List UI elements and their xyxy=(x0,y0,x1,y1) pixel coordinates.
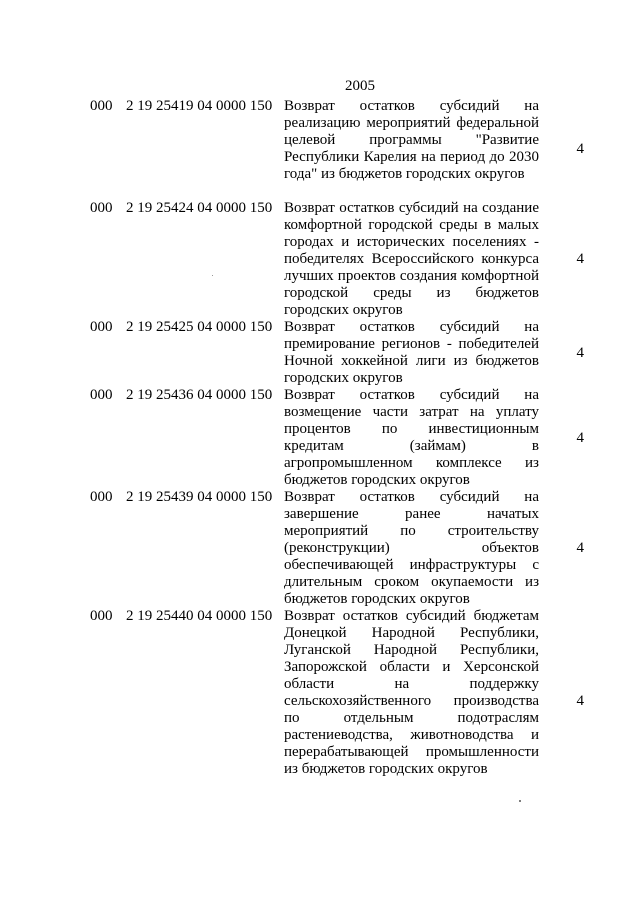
table-row xyxy=(90,489,590,608)
scan-dot xyxy=(519,800,521,802)
admin-code: 000 xyxy=(90,387,113,403)
scan-speck xyxy=(212,275,213,276)
table-row xyxy=(90,98,590,200)
budget-classification-code: 2 19 25436 04 0000 150 xyxy=(126,387,273,403)
normative-value: 4 xyxy=(576,540,584,556)
admin-code: 000 xyxy=(90,608,113,624)
budget-classification-code: 2 19 25439 04 0000 150 xyxy=(126,489,273,505)
normative-value: 4 xyxy=(576,344,584,361)
table-row xyxy=(90,608,590,795)
normative-value: 4 xyxy=(576,251,584,267)
table-row xyxy=(90,319,590,387)
budget-classification-code: 2 19 25425 04 0000 150 xyxy=(126,319,273,335)
revenue-name: Возврат остатков субсидий на завершение ранее начатых мероприятий по строительству (реконструкции) объектов обеспечивающей инфраструктуры с длительным сроком окупаемости из бюджетов городских округов xyxy=(284,489,539,607)
revenue-codes-table xyxy=(90,98,590,795)
revenue-name: Возврат остатков субсидий на премирование регионов - победителей Ночной хоккейной лиги из бюджетов городских округов xyxy=(284,319,539,386)
revenue-name: Возврат остатков субсидий на реализацию мероприятий федеральной целевой программы "Развитие Республики Карелия на период до 2030 года" из бюджетов городских округов xyxy=(284,98,539,182)
budget-classification-code: 2 19 25419 04 0000 150 xyxy=(126,98,273,114)
admin-code: 000 xyxy=(90,319,113,335)
admin-code: 000 xyxy=(90,489,113,505)
table-row xyxy=(90,200,590,319)
revenue-name: Возврат остатков субсидий на создание комфортной городской среды в малых городах и исторических поселениях - победителях Всероссийского конкурса лучших проектов создания комфортной городской среды из бюджетов городских округов xyxy=(284,200,539,318)
admin-code: 000 xyxy=(90,200,113,216)
table-row xyxy=(90,387,590,489)
revenue-name: Возврат остатков субсидий бюджетам Донецкой Народной Республики, Луганской Народной Республики, Запорожской области и Херсонской области на поддержку сельскохозяйственного производства по отдельным подотраслям растениеводства, животноводства и перерабатывающей промышленности из бюджетов городских округов xyxy=(284,608,539,777)
budget-classification-code: 2 19 25424 04 0000 150 xyxy=(126,200,273,216)
admin-code: 000 xyxy=(90,98,113,114)
budget-classification-code: 2 19 25440 04 0000 150 xyxy=(126,608,273,624)
normative-value: 4 xyxy=(576,693,584,709)
revenue-name: Возврат остатков субсидий на возмещение части затрат на уплату процентов по инвестиционным кредитам (займам) в агропромышленном комплексе из бюджетов городских округов xyxy=(284,387,539,488)
page-number: 2005 xyxy=(345,78,375,94)
normative-value: 4 xyxy=(576,429,584,446)
normative-value: 4 xyxy=(576,140,584,157)
